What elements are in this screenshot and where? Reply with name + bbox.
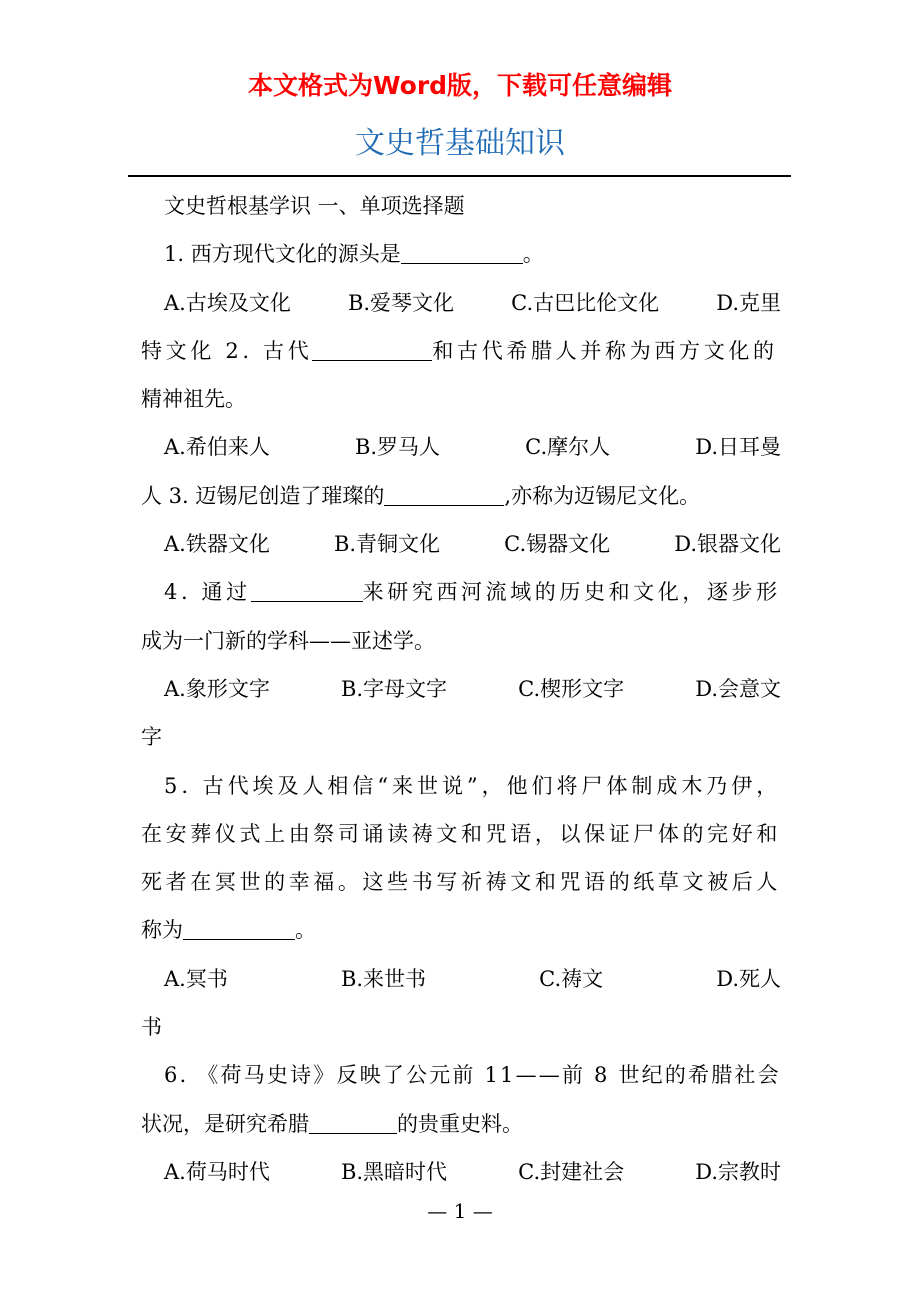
- text-segment: 精神祖先。: [141, 387, 246, 412]
- answer-option: D.死人: [716, 966, 781, 991]
- answer-option: B.字母文字: [340, 676, 448, 701]
- answer-option: D.银器文化: [674, 532, 781, 557]
- text-line: [141, 1003, 781, 1051]
- text-line: [141, 906, 781, 954]
- text-line: [141, 472, 781, 520]
- answer-option: C.锡器文化: [504, 532, 611, 557]
- text-line: [141, 955, 781, 1003]
- text-line: [141, 617, 781, 665]
- text-segment: 称为: [141, 918, 183, 943]
- text-line: [141, 375, 781, 423]
- text-segment: 的贵重史料。: [397, 1111, 523, 1136]
- text-segment: ,亦称为迈锡尼文化。: [504, 483, 701, 508]
- text-line: [141, 279, 781, 327]
- answer-option: A.荷马时代: [164, 1159, 270, 1184]
- answer-blank: [251, 580, 363, 602]
- text-segment: 状况，是研究希腊: [141, 1111, 309, 1136]
- header-rule: [128, 175, 791, 177]
- text-segment: 来研究西河流域的历史和文化，逐步形: [362, 580, 781, 605]
- text-line: [141, 230, 781, 278]
- answer-option: A.铁器文化: [164, 532, 270, 557]
- text-line: [141, 665, 781, 713]
- text-line: [141, 423, 781, 471]
- text-segment: 5. 古代埃及人相信“来世说”，他们将尸体制成木乃伊，: [164, 773, 781, 798]
- answer-option: A.象形文字: [164, 676, 270, 701]
- answer-option: D.宗教时: [695, 1159, 781, 1184]
- text-segment: 。: [295, 918, 316, 943]
- answer-option: C.摩尔人: [525, 435, 611, 460]
- answer-option: C.古巴比伦文化: [511, 290, 660, 315]
- text-segment: 书: [141, 1015, 162, 1040]
- answer-blank: [309, 1112, 397, 1134]
- document-title: 文史哲基础知识: [355, 126, 565, 161]
- answer-blank: [312, 339, 432, 361]
- answer-blank: [384, 484, 504, 506]
- text-line: [141, 520, 781, 568]
- document-body: [141, 182, 781, 1196]
- answer-option: C.祷文: [539, 966, 604, 991]
- answer-option: C.封建社会: [518, 1159, 625, 1184]
- text-line: [141, 762, 781, 810]
- text-segment: 4. 通过: [164, 580, 251, 605]
- text-segment: 1. 西方现代文化的源头是: [164, 242, 401, 267]
- answer-option: B.来世书: [340, 966, 427, 991]
- answer-option: A.古埃及文化: [164, 290, 291, 315]
- answer-option: C.楔形文字: [518, 676, 625, 701]
- text-segment: 死者在冥世的幸福。这些书写祈祷文和咒语的纸草文被后人: [141, 870, 781, 895]
- answer-option: B.青铜文化: [333, 532, 441, 557]
- answer-option: B.黑暗时代: [340, 1159, 448, 1184]
- text-segment: 特文化 2. 古代: [141, 338, 313, 363]
- text-segment: 文史哲根基学识 一、单项选择题: [164, 194, 465, 218]
- text-segment: 6. 《荷马史诗》反映了公元前 11——前 8 世纪的希腊社会: [164, 1063, 781, 1088]
- text-line: [141, 1051, 781, 1099]
- answer-option: D.日耳曼: [695, 435, 781, 460]
- text-line: [141, 182, 781, 230]
- text-segment: 成为一门新的学科——亚述学。: [141, 628, 435, 653]
- page-number: — 1 —: [427, 1199, 493, 1223]
- text-segment: 在安葬仪式上由祭司诵读祷文和咒语，以保证尸体的完好和: [141, 821, 781, 846]
- text-line: [141, 568, 781, 616]
- answer-option: A.希伯来人: [164, 435, 270, 460]
- answer-blank: [401, 242, 523, 264]
- answer-blank: [183, 918, 295, 940]
- text-line: [141, 713, 781, 761]
- text-segment: 和古代希腊人并称为西方文化的: [432, 338, 778, 363]
- answer-option: A.冥书: [164, 966, 228, 991]
- text-line: [141, 1100, 781, 1148]
- text-line: [141, 327, 781, 375]
- text-segment: 人 3. 迈锡尼创造了璀璨的: [141, 483, 385, 508]
- text-segment: 。: [522, 242, 544, 267]
- text-segment: 字: [141, 725, 162, 750]
- answer-option: B.爱琴文化: [347, 290, 455, 315]
- answer-option: B.罗马人: [354, 435, 441, 460]
- answer-option: D.会意文: [695, 676, 781, 701]
- text-line: [141, 858, 781, 906]
- text-line: [141, 810, 781, 858]
- text-line: [141, 1148, 781, 1196]
- download-banner: 本文格式为Word版，下载可任意编辑: [247, 71, 673, 100]
- answer-option: D.克里: [716, 290, 781, 315]
